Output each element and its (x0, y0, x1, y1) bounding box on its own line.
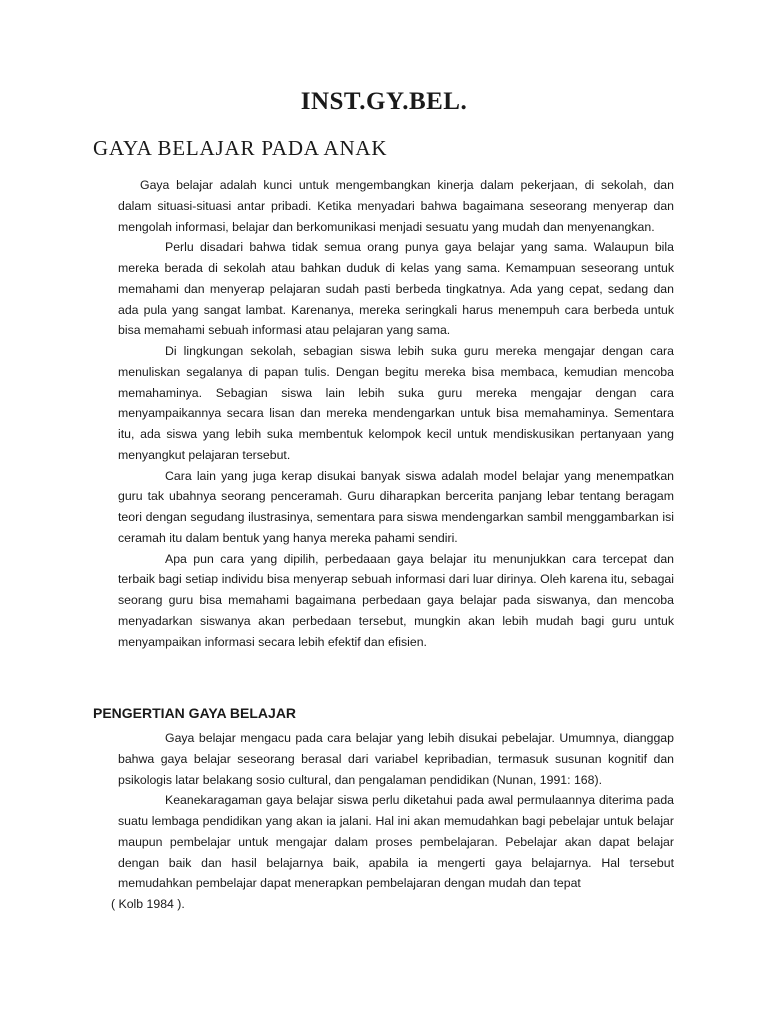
subsection-heading: PENGERTIAN GAYA BELAJAR (93, 705, 297, 721)
paragraph: Cara lain yang juga kerap disukai banyak siswa adalah model belajar yang menempatkan guru tak ubahnya seorang penceramah. Guru diharapkan bercerita panjang lebar tentang beragam teori dengan segudang ilustrasinya, sementara para siswa mendengarkan sambil menggambarkan isi ceramah itu dalam bentuk yang hanya mereka pahami sendiri. (118, 468, 674, 545)
section-body (118, 175, 674, 652)
paragraph: Perlu disadari bahwa tidak semua orang punya gaya belajar yang sama. Walaupun bila mereka berada di sekolah atau bahkan duduk di kelas yang sama. Kemampuan seseorang untuk memahami dan menyerap pelajaran sudah pasti berbeda tingkatnya. Ada yang cepat, sedang dan ada pula yang sangat lambat. Karenanya, mereka seringkali harus menempuh cara berbeda untuk bisa memahami sebuah informasi atau pelajaran yang sama. (118, 240, 674, 338)
paragraph: Apa pun cara yang dipilih, perbedaaan gaya belajar itu menunjukkan cara tercepat dan terbaik bagi setiap individu bisa menyerap sebuah informasi dari luar dirinya. Oleh karena itu, sebagai seorang guru bisa memahami bagaimana perbedaan gaya belajar pada siswanya, dan mencoba menyadarkan siswanya akan perbedaan tersebut, mungkin akan lebih mudah bagi guru untuk menyampaikan informasi secara lebih efektif dan efisien. (118, 551, 674, 649)
paragraph: Keanekaragaman gaya belajar siswa perlu diketahui pada awal permulaannya diterima pada suatu lembaga pendidikan yang akan ia jalani. Hal ini akan memudahkan bagi pebelajar untuk belajar maupun pembelajar untuk mengajar dalam proses pembelajaran. Pebelajar akan dapat belajar dengan baik dan hasil belajarnya baik, apabila ia mengerti gaya belajarnya. Hal tersebut memudahkan pembelajar dapat menerapkan pembelajaran dengan mudah dan tepat (118, 793, 674, 891)
subsection-body (111, 728, 674, 915)
paragraph: Gaya belajar mengacu pada cara belajar yang lebih disukai pebelajar. Umumnya, dianggap bahwa gaya belajar seseorang berasal dari variabel kepribadian, termasuk susunan kognitif dan psikologis latar belakang sosio cultural, dan pengalaman pendidikan (Nunan, 1991: 168). (118, 731, 674, 787)
paragraph: Di lingkungan sekolah, sebagian siswa lebih suka guru mereka mengajar dengan cara menuliskan segalanya di papan tulis. Dengan begitu mereka bisa membaca, kemudian mencoba memahaminya. Sebagian siswa lain lebih suka guru mereka mengajar dengan cara menyampaikannya secara lisan dan mereka mendengarkan untuk bisa memahaminya. Sementara itu, ada siswa yang lebih suka membentuk kelompok kecil untuk mendiskusikan pertanyaan yang menyangkut pelajaran tersebut. (118, 344, 674, 462)
citation: ( Kolb 1984 ). (111, 897, 185, 911)
paragraph: Gaya belajar adalah kunci untuk mengembangkan kinerja dalam pekerjaan, di sekolah, dan dalam situasi-situasi antar pribadi. Ketika menyadari bahwa bagaimana seseorang menyerap dan mengolah informasi, belajar dan berkomunikasi menjadi sesuatu yang mudah dan menyenangkan. (118, 178, 674, 234)
document-title: INST.GY.BEL. (300, 88, 468, 115)
section-heading: GAYA BELAJAR PADA ANAK (93, 136, 388, 160)
